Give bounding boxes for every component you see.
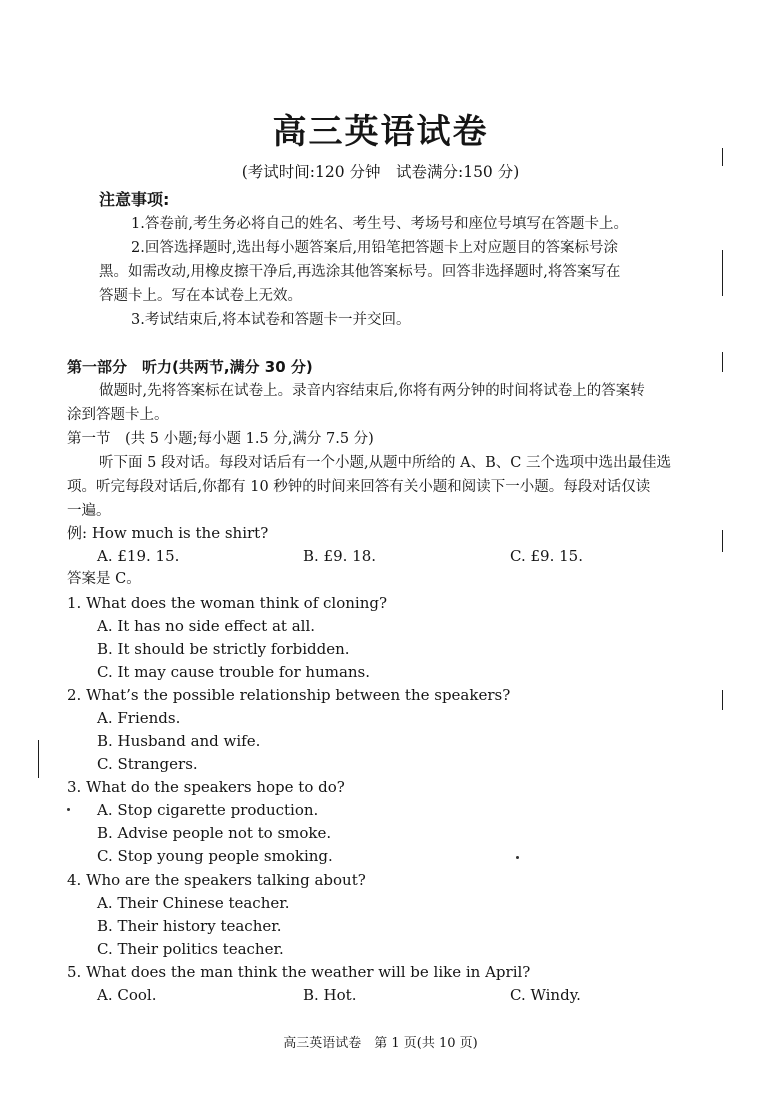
scan-dot [516, 856, 519, 859]
question-3: 3. What do the speakers hope to do? [67, 778, 345, 796]
question-2: 2. What’s the possible relationship between the speakers? [67, 686, 511, 704]
section1-intro-line-1: 听下面 5 段对话。每段对话后有一个小题,从题中所给的 A、B、C 三个选项中选出最佳选 [99, 455, 671, 471]
question-5: 5. What does the man think the weather will be like in April? [67, 963, 531, 981]
question-4: 4. Who are the speakers talking about? [67, 871, 366, 889]
scan-mark [722, 530, 723, 552]
scan-dot [67, 808, 70, 811]
part1-heading: 第一部分 听力(共两节,满分 30 分) [67, 358, 313, 376]
question-5-option-b: B. Hot. [303, 986, 357, 1004]
example-option-a: A. £19. 15. [97, 547, 180, 565]
question-4-option-c: C. Their politics teacher. [97, 940, 284, 958]
scan-mark [38, 740, 39, 778]
exam-title: 高三英语试卷 [272, 112, 489, 152]
scan-mark [722, 690, 723, 710]
page-footer: 高三英语试卷 第 1 页(共 10 页) [283, 1036, 478, 1051]
question-1: 1. What does the woman think of cloning? [67, 594, 388, 612]
notice-line-5: 3.考试结束后,将本试卷和答题卡一并交回。 [131, 312, 411, 328]
scan-mark [722, 352, 723, 372]
scan-mark [722, 250, 723, 296]
question-1-option-c: C. It may cause trouble for humans. [97, 663, 371, 681]
question-2-option-a: A. Friends. [97, 709, 181, 727]
example-question: 例: How much is the shirt? [67, 524, 269, 542]
question-3-option-a: A. Stop cigarette production. [97, 801, 319, 819]
part1-intro-line-2: 涂到答题卡上。 [67, 407, 169, 423]
question-5-option-a: A. Cool. [97, 986, 157, 1004]
question-1-option-b: B. It should be strictly forbidden. [97, 640, 350, 658]
section1-intro-line-3: 一遍。 [67, 503, 111, 519]
question-5-option-c: C. Windy. [510, 986, 581, 1004]
question-4-option-a: A. Their Chinese teacher. [97, 894, 290, 912]
notice-line-1: 1.答卷前,考生务必将自己的姓名、考生号、考场号和座位号填写在答题卡上。 [131, 216, 628, 232]
notice-line-3: 黑。如需改动,用橡皮擦干净后,再选涂其他答案标号。回答非选择题时,将答案写在 [99, 264, 621, 280]
section1-intro-line-2: 项。听完每段对话后,你都有 10 秒钟的时间来回答有关小题和阅读下一小题。每段对话仅读 [67, 479, 651, 495]
example-answer: 答案是 C。 [67, 571, 141, 587]
notice-line-2: 2.回答选择题时,选出每小题答案后,用铅笔把答题卡上对应题目的答案标号涂 [131, 240, 619, 256]
section1-heading: 第一节 (共 5 小题;每小题 1.5 分,满分 7.5 分) [67, 431, 374, 447]
part1-intro-line-1: 做题时,先将答案标在试卷上。录音内容结束后,你将有两分钟的时间将试卷上的答案转 [99, 383, 645, 399]
exam-time-and-score: (考试时间:120 分钟 试卷满分:150 分) [241, 163, 520, 181]
example-option-c: C. £9. 15. [510, 547, 583, 565]
example-option-b: B. £9. 18. [303, 547, 377, 565]
question-2-option-b: B. Husband and wife. [97, 732, 261, 750]
notice-line-4: 答题卡上。写在本试卷上无效。 [99, 288, 302, 304]
scan-mark [722, 148, 723, 166]
question-3-option-b: B. Advise people not to smoke. [97, 824, 332, 842]
notice-heading: 注意事项: [99, 190, 170, 209]
question-3-option-c: C. Stop young people smoking. [97, 847, 333, 865]
question-4-option-b: B. Their history teacher. [97, 917, 282, 935]
question-1-option-a: A. It has no side effect at all. [97, 617, 316, 635]
question-2-option-c: C. Strangers. [97, 755, 198, 773]
